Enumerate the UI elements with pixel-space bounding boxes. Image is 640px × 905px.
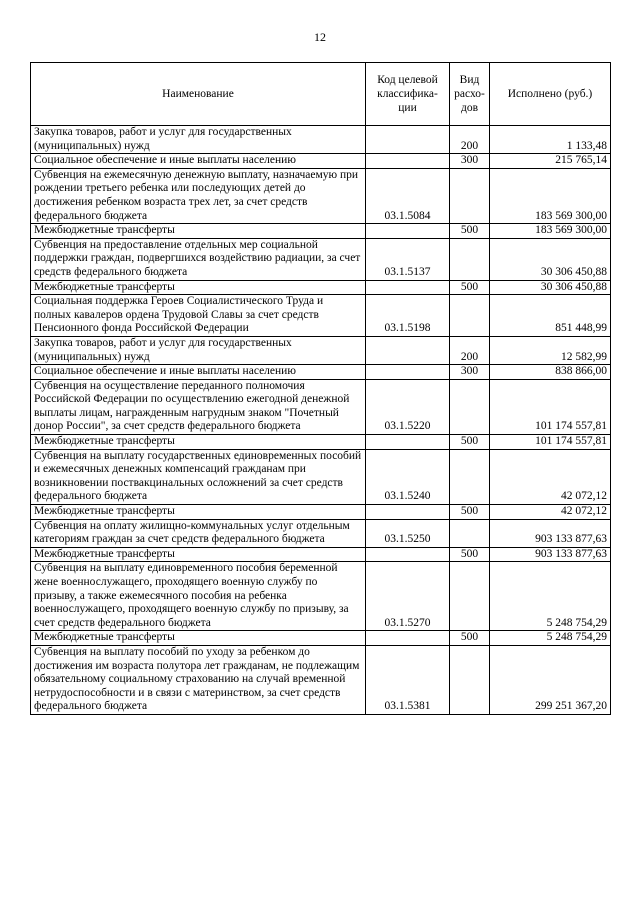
table-row (31, 505, 611, 520)
cell-amount: 30 306 450,88 (490, 238, 611, 280)
cell-kind (450, 168, 490, 223)
cell-code: 03.1.5220 (366, 379, 450, 434)
table-body (31, 126, 611, 715)
cell-code (366, 365, 450, 380)
cell-name: Социальное обеспечение и иные выплаты населению (31, 154, 366, 169)
cell-kind: 500 (450, 435, 490, 450)
cell-name: Межбюджетные трансферты (31, 280, 366, 295)
cell-name: Закупка товаров, работ и услуг для государственных (муниципальных) нужд (31, 126, 366, 154)
table-row (31, 435, 611, 450)
cell-kind: 300 (450, 365, 490, 380)
cell-kind: 500 (450, 547, 490, 562)
cell-kind: 300 (450, 154, 490, 169)
cell-code: 03.1.5137 (366, 238, 450, 280)
cell-amount: 183 569 300,00 (490, 168, 611, 223)
cell-code: 03.1.5270 (366, 562, 450, 631)
cell-code: 03.1.5198 (366, 295, 450, 337)
cell-code: 03.1.5250 (366, 519, 450, 547)
cell-amount: 101 174 557,81 (490, 379, 611, 434)
cell-name: Межбюджетные трансферты (31, 224, 366, 239)
cell-code: 03.1.5240 (366, 449, 450, 504)
table-row (31, 449, 611, 504)
cell-code (366, 280, 450, 295)
cell-kind (450, 238, 490, 280)
cell-kind (450, 295, 490, 337)
header-kind: Вид расхо-дов (450, 63, 490, 126)
cell-code (366, 126, 450, 154)
cell-name: Межбюджетные трансферты (31, 547, 366, 562)
cell-name: Субвенция на оплату жилищно-коммунальных услуг отдельным категориям граждан за счет средств федерального бюджета (31, 519, 366, 547)
cell-amount: 183 569 300,00 (490, 224, 611, 239)
cell-name: Субвенция на осуществление переданного полномочия Российской Федерации по осуществлению ежегодной денежной выплаты лицам, награжденным нагрудным знаком "Почетный донор России", за счет средств федерального бюджета (31, 379, 366, 434)
cell-code (366, 435, 450, 450)
budget-table (30, 62, 611, 715)
cell-amount: 851 448,99 (490, 295, 611, 337)
cell-kind: 200 (450, 126, 490, 154)
table-row (31, 295, 611, 337)
cell-kind (450, 645, 490, 714)
cell-amount: 12 582,99 (490, 336, 611, 364)
cell-amount: 42 072,12 (490, 449, 611, 504)
table-row (31, 224, 611, 239)
cell-code: 03.1.5381 (366, 645, 450, 714)
cell-kind: 500 (450, 224, 490, 239)
cell-amount: 299 251 367,20 (490, 645, 611, 714)
page-number: 12 (314, 30, 326, 44)
cell-code (366, 547, 450, 562)
table-row (31, 519, 611, 547)
table-row (31, 238, 611, 280)
table-row (31, 562, 611, 631)
cell-amount: 838 866,00 (490, 365, 611, 380)
cell-name: Межбюджетные трансферты (31, 631, 366, 646)
table-row (31, 547, 611, 562)
cell-amount: 215 765,14 (490, 154, 611, 169)
cell-amount: 903 133 877,63 (490, 547, 611, 562)
cell-code (366, 631, 450, 646)
table-row (31, 168, 611, 223)
cell-code (366, 505, 450, 520)
cell-name: Субвенция на предоставление отдельных мер социальной поддержки граждан, подвергшихся воздействию радиации, за счет средств федерального бюджета (31, 238, 366, 280)
cell-code (366, 336, 450, 364)
header-amount: Исполнено (руб.) (490, 63, 611, 126)
cell-kind (450, 562, 490, 631)
cell-name: Межбюджетные трансферты (31, 435, 366, 450)
cell-amount: 1 133,48 (490, 126, 611, 154)
cell-amount: 30 306 450,88 (490, 280, 611, 295)
table-row (31, 631, 611, 646)
cell-amount: 5 248 754,29 (490, 631, 611, 646)
cell-code (366, 154, 450, 169)
cell-kind (450, 449, 490, 504)
table-row (31, 280, 611, 295)
header-row (31, 63, 611, 126)
cell-amount: 42 072,12 (490, 505, 611, 520)
table-row (31, 154, 611, 169)
cell-name: Субвенция на выплату единовременного пособия беременной жене военнослужащего, проходящего военную службу по призыву, а также ежемесячного пособия на ребенка военнослужащего, проходящего военную службу по призыву, за счет средств федерального бюджета (31, 562, 366, 631)
cell-kind: 500 (450, 631, 490, 646)
cell-code: 03.1.5084 (366, 168, 450, 223)
cell-kind (450, 379, 490, 434)
cell-name: Социальная поддержка Героев Социалистического Труда и полных кавалеров ордена Трудовой Славы за счет средств Пенсионного фонда Российской Федерации (31, 295, 366, 337)
cell-amount: 5 248 754,29 (490, 562, 611, 631)
table-row (31, 126, 611, 154)
cell-name: Субвенция на ежемесячную денежную выплату, назначаемую при рождении третьего ребенка или последующих детей до достижения ребенком возраста трех лет, за счет средств федерального бюджета (31, 168, 366, 223)
cell-amount: 101 174 557,81 (490, 435, 611, 450)
table-row (31, 379, 611, 434)
table-row (31, 645, 611, 714)
cell-code (366, 224, 450, 239)
cell-name: Закупка товаров, работ и услуг для государственных (муниципальных) нужд (31, 336, 366, 364)
cell-name: Субвенция на выплату государственных единовременных пособий и ежемесячных денежных компенсаций гражданам при возникновении поствакцинальных осложнений за счет средств федерального бюджета (31, 449, 366, 504)
header-code: Код целевой классифика-ции (366, 63, 450, 126)
cell-kind: 500 (450, 280, 490, 295)
cell-kind: 200 (450, 336, 490, 364)
table-row (31, 336, 611, 364)
cell-name: Субвенция на выплату пособий по уходу за ребенком до достижения им возраста полутора лет гражданам, не подлежащим обязательному социальному страхованию на случай временной нетрудоспособности и в связи с материнством, за счет средств федерального бюджета (31, 645, 366, 714)
table-row (31, 365, 611, 380)
cell-kind (450, 519, 490, 547)
header-name: Наименование (31, 63, 366, 126)
cell-name: Социальное обеспечение и иные выплаты населению (31, 365, 366, 380)
cell-amount: 903 133 877,63 (490, 519, 611, 547)
cell-kind: 500 (450, 505, 490, 520)
cell-name: Межбюджетные трансферты (31, 505, 366, 520)
